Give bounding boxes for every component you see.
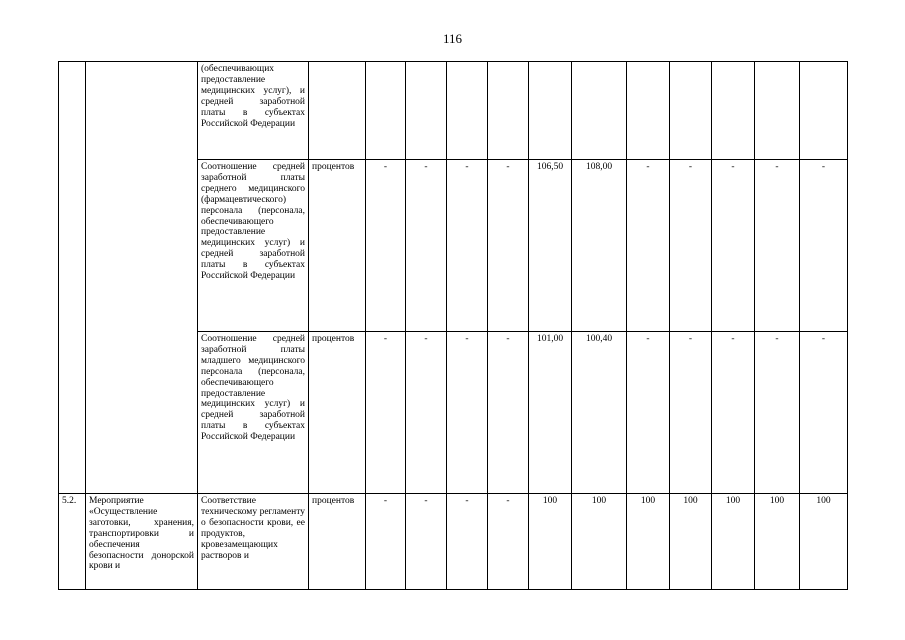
value-cell bbox=[755, 62, 800, 160]
value-cell: - bbox=[447, 332, 488, 494]
value-cell: - bbox=[447, 160, 488, 332]
value-cell: 100 bbox=[712, 494, 755, 590]
value-cell: 106,50 bbox=[529, 160, 572, 332]
value-cell: 100 bbox=[627, 494, 670, 590]
value-cell: - bbox=[755, 160, 800, 332]
indicator-cell: (обеспечивающих предоставление медицинских услуг), и средней заработной платы в субъектах Российской Федерации bbox=[198, 62, 309, 160]
value-cell: - bbox=[406, 494, 447, 590]
value-cell bbox=[627, 62, 670, 160]
value-cell bbox=[800, 62, 848, 160]
value-cell: - bbox=[670, 160, 712, 332]
value-cell: - bbox=[627, 332, 670, 494]
value-cell: - bbox=[670, 332, 712, 494]
indicator-cell: Соотношение средней заработной платы среднего медицинского (фармацевтического) персонала (персонала, обеспечивающего предоставление медицинских услуг) и средней заработной платы в субъектах Российской Федерации bbox=[198, 160, 309, 332]
value-cell: - bbox=[712, 160, 755, 332]
value-cell: 100 bbox=[529, 494, 572, 590]
value-cell bbox=[447, 62, 488, 160]
value-cell: - bbox=[800, 160, 848, 332]
unit-cell: процентов bbox=[309, 332, 366, 494]
value-cell: - bbox=[366, 332, 406, 494]
value-cell: - bbox=[800, 332, 848, 494]
indicator-cell: Соотношение средней заработной платы младшего медицинского персонала (персонала, обеспечивающего предоставление медицинских услуг) и средней заработной платы в субъектах Российской Федерации bbox=[198, 332, 309, 494]
value-cell bbox=[366, 62, 406, 160]
event-cell: Мероприятие «Осуществление заготовки, хранения, транспортировки и обеспечения безопасности донорской крови и bbox=[86, 494, 198, 590]
event-cell bbox=[86, 62, 198, 494]
page-number: 116 bbox=[442, 31, 463, 46]
value-cell: 108,00 bbox=[572, 160, 627, 332]
value-cell bbox=[406, 62, 447, 160]
value-cell: - bbox=[406, 332, 447, 494]
value-cell: 100 bbox=[572, 494, 627, 590]
value-cell: 100 bbox=[755, 494, 800, 590]
value-cell bbox=[712, 62, 755, 160]
value-cell: - bbox=[488, 494, 529, 590]
value-cell: - bbox=[488, 160, 529, 332]
unit-cell: процентов bbox=[309, 160, 366, 332]
row-number-cell: 5.2. bbox=[59, 494, 86, 590]
value-cell: - bbox=[488, 332, 529, 494]
value-cell: - bbox=[366, 494, 406, 590]
row-number-cell bbox=[59, 62, 86, 494]
unit-cell bbox=[309, 62, 366, 160]
program-indicators-table bbox=[58, 61, 848, 590]
table-row bbox=[59, 494, 848, 590]
value-cell: - bbox=[406, 160, 447, 332]
value-cell bbox=[529, 62, 572, 160]
value-cell: - bbox=[366, 160, 406, 332]
value-cell bbox=[572, 62, 627, 160]
table-row bbox=[59, 62, 848, 160]
value-cell bbox=[670, 62, 712, 160]
value-cell: 100 bbox=[670, 494, 712, 590]
value-cell: 101,00 bbox=[529, 332, 572, 494]
value-cell: - bbox=[447, 494, 488, 590]
value-cell: 100 bbox=[800, 494, 848, 590]
indicator-cell: Соответствие техническому регламенту о безопасности крови, ее продуктов, кровезамещающих растворов и bbox=[198, 494, 309, 590]
value-cell: - bbox=[712, 332, 755, 494]
value-cell: - bbox=[755, 332, 800, 494]
value-cell: - bbox=[627, 160, 670, 332]
value-cell: 100,40 bbox=[572, 332, 627, 494]
value-cell bbox=[488, 62, 529, 160]
unit-cell: процентов bbox=[309, 494, 366, 590]
